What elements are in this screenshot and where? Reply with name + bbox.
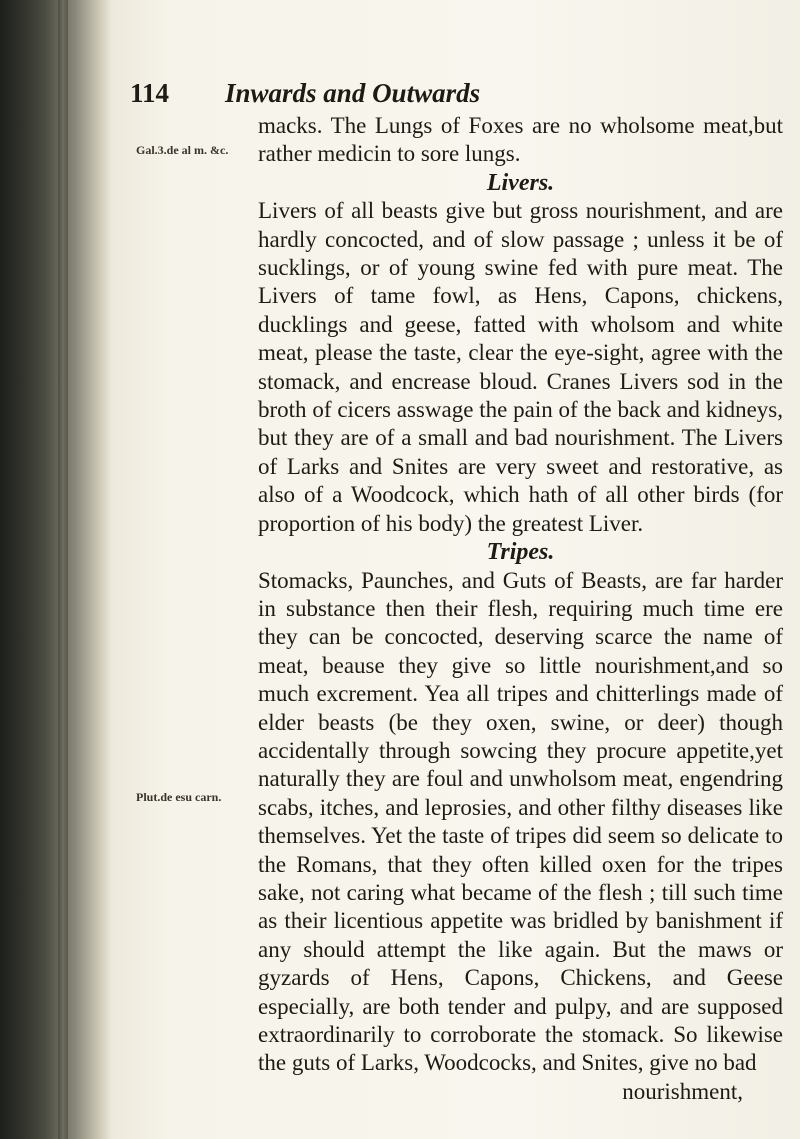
running-head: Inwards and Outwards [225,78,481,108]
paragraph-lungs: macks. The Lungs of Foxes are no wholsome meat,but rather medicin to sore lungs. [258,113,783,167]
section-heading-tripes: Tripes. [486,539,555,566]
book-gutter [0,0,112,1139]
margin-note-galen: Gal.3.de al m. &c. [136,143,229,157]
binding-shadow [58,0,68,1139]
section-heading-livers: Livers. [486,169,555,196]
paragraph-livers: Livers of all beasts give but gross nourishment, and are hardly concocted, and of slow passage ; unless it be of sucklings, or of young swine fed with pure meat. The Livers of tame fowl, as Hens, Capons, chickens, ducklings and geese, fatted with wholsom and white meat, please the taste, clear the eye-sight, agree with the stomack, and encrease bloud. Cranes Livers sod in the broth of cicers asswage the pain of the back and kidneys, but they are of a small and bad nourishment. The Livers of Larks and Snites are very sweet and restorative, as also of a Woodcock, which hath of all other birds (for proportion of his body) the greatest Liver. [258,198,783,536]
catchword-line: nourishment, [622,1078,743,1104]
body-text [258,112,783,1106]
margin-note-plutarch: Plut.de esu carn. [136,790,222,804]
page-number: 114 [130,78,170,108]
paragraph-tripes: Stomacks, Paunches, and Guts of Beasts, are far harder in substance then their flesh, requiring much time ere they can be concocted, deserving scarce the name of meat, beause they give so little nourishment,and so much excrement. Yea all tripes and chitterlings made of elder beasts (be they oxen, swine, or deer) though accidentally through sowcing they procure appetite,yet naturally they are foul and unwholsom meat, engendring scabs, itches, and leprosies, and other filthy diseases like themselves. Yet the taste of tripes did seem so delicate to the Romans, that they often killed oxen for the tripes sake, not caring what became of the flesh ; till such time as their licentious appetite was bridled by banishment if any should attempt the like again. But the maws or gyzards of Hens, Capons, Chickens, and Geese especially, are both tender and pulpy, and are supposed extraordinarily to corroborate the stomack. So likewise the guts of Larks, Woodcocks, and Snites, give no bad [258,567,783,1076]
